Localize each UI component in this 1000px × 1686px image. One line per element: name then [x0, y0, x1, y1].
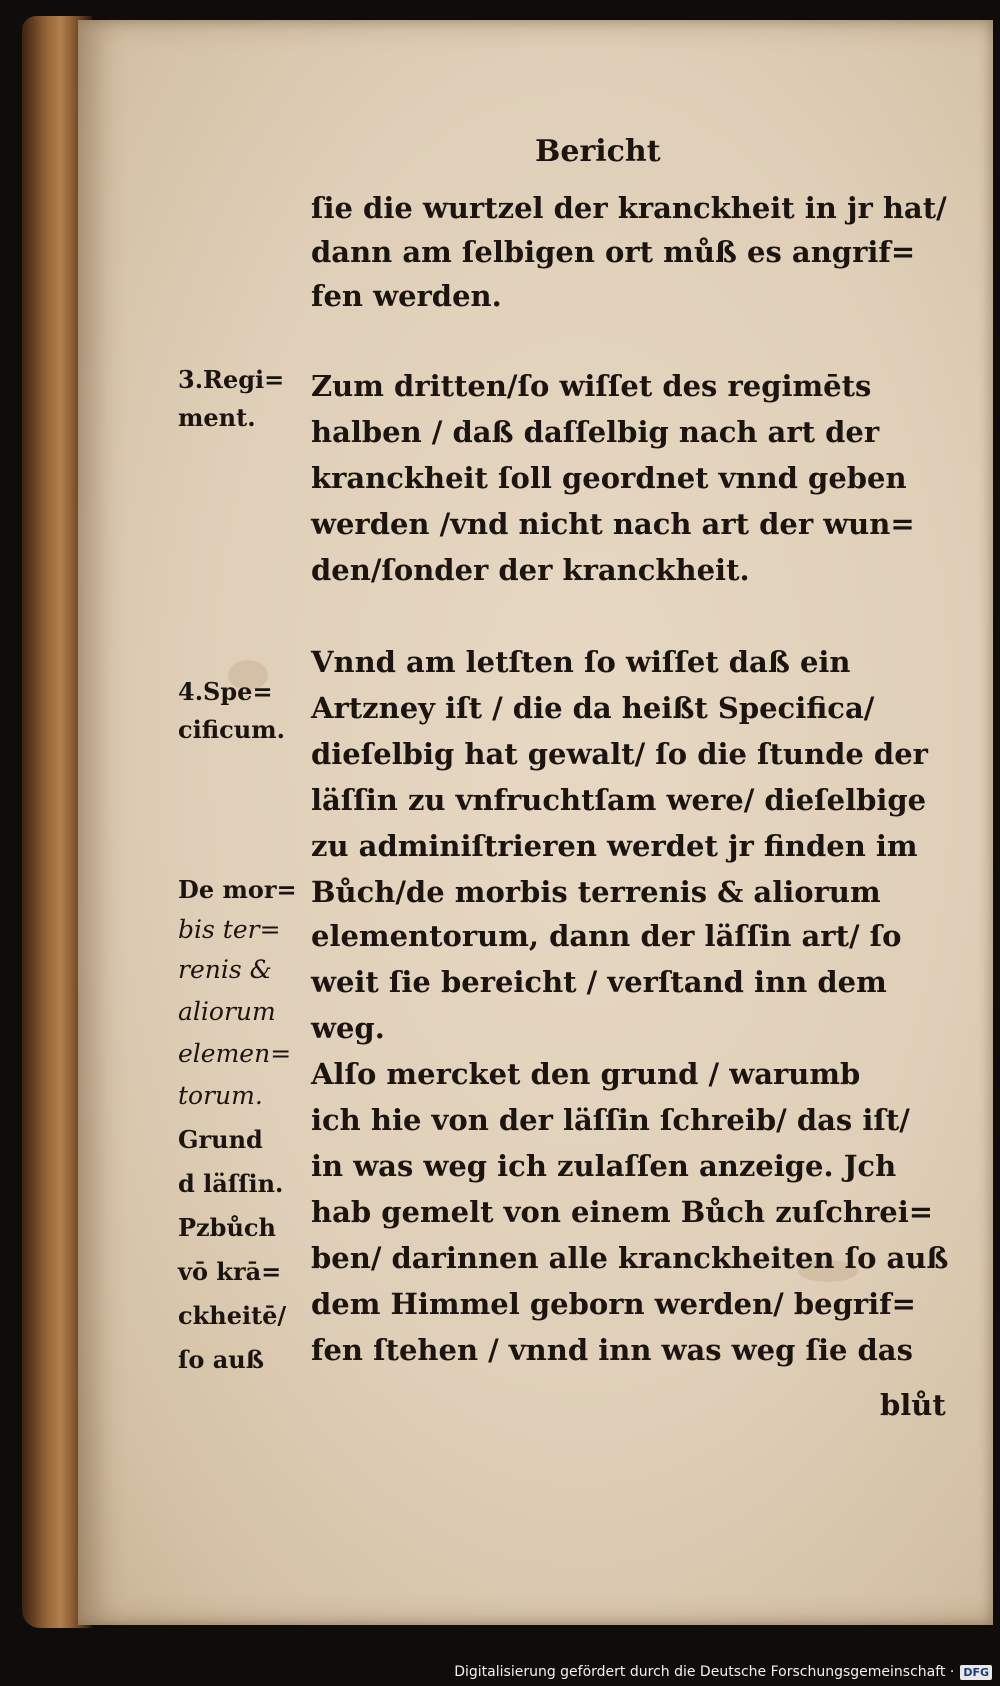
text-line: ſie die wurtzel der kranckheit in jr hat/ — [311, 191, 947, 225]
margin-note: Pzbůch — [178, 1213, 276, 1242]
text-line: halben / daß daſſelbig nach art der — [311, 415, 880, 449]
text-line: weit ſie bereicht / verſtand inn dem — [311, 965, 887, 999]
margin-note: ſo auß — [178, 1345, 264, 1374]
margin-note: aliorum — [178, 997, 276, 1026]
text-line: in was weg ich zulaſſen anzeige. Jch — [311, 1149, 897, 1183]
text-line: zu adminiſtrieren werdet jr finden im — [311, 829, 918, 863]
margin-note: ment. — [178, 403, 256, 432]
text-line: dem Himmel geborn werden/ begrif= — [311, 1287, 916, 1321]
margin-note: torum. — [178, 1081, 263, 1110]
text-line: ben/ darinnen alle kranckheiten ſo auß — [311, 1241, 949, 1275]
text-line: den/ſonder der kranckheit. — [311, 553, 750, 587]
text-line: Zum dritten/ſo wiſſet des regimēts — [311, 369, 872, 403]
text-line: weg. — [311, 1011, 385, 1045]
text-line: fen ſtehen / vnnd inn was weg ſie das — [311, 1333, 913, 1367]
text-line: läſſin zu vnfruchtſam were/ dieſelbige — [311, 783, 927, 817]
text-line: dieſelbig hat gewalt/ ſo die ſtunde der — [311, 737, 928, 771]
margin-note: De mor= — [178, 875, 297, 904]
text-line: Vnnd am letſten ſo wiſſet daß ein — [311, 645, 851, 679]
text-line: fen werden. — [311, 279, 502, 313]
margin-note: d läſſin. — [178, 1169, 284, 1198]
dfg-logo: DFG — [960, 1665, 992, 1680]
margin-note: 3.Regi= — [178, 365, 285, 394]
digitization-footer — [454, 1664, 992, 1680]
margin-note: renis & — [178, 955, 272, 984]
margin-note: Grund — [178, 1125, 263, 1154]
margin-note: bis ter= — [178, 915, 281, 944]
margin-note: vō krā= — [178, 1257, 282, 1286]
running-head: Bericht — [535, 134, 661, 169]
text-line: Bůch/de morbis terrenis & aliorum — [311, 875, 881, 909]
margin-note: ckheitē/ — [178, 1301, 287, 1330]
text-line: kranckheit ſoll geordnet vnnd geben — [311, 461, 907, 495]
text-line: ich hie von der läſſin ſchreib/ das iſt/ — [311, 1103, 910, 1137]
text-line: Artzney iſt / die da heißt Specifica/ — [311, 691, 875, 725]
margin-note: 4.Spe= — [178, 677, 273, 706]
catchword: blůt — [880, 1388, 946, 1422]
text-line: elementorum, dann der läſſin art/ ſo — [311, 919, 902, 953]
text-line: werden /vnd nicht nach art der wun= — [311, 507, 915, 541]
text-line: dann am ſelbigen ort můß es angrif= — [311, 235, 916, 269]
margin-note: cificum. — [178, 715, 285, 744]
margin-note: elemen= — [178, 1039, 292, 1068]
text-line: Alſo mercket den grund / warumb — [311, 1057, 861, 1091]
text-line: hab gemelt von einem Bůch zuſchrei= — [311, 1195, 934, 1229]
footer-text: Digitalisierung gefördert durch die Deutsche Forschungsgemeinschaft · — [454, 1664, 955, 1680]
